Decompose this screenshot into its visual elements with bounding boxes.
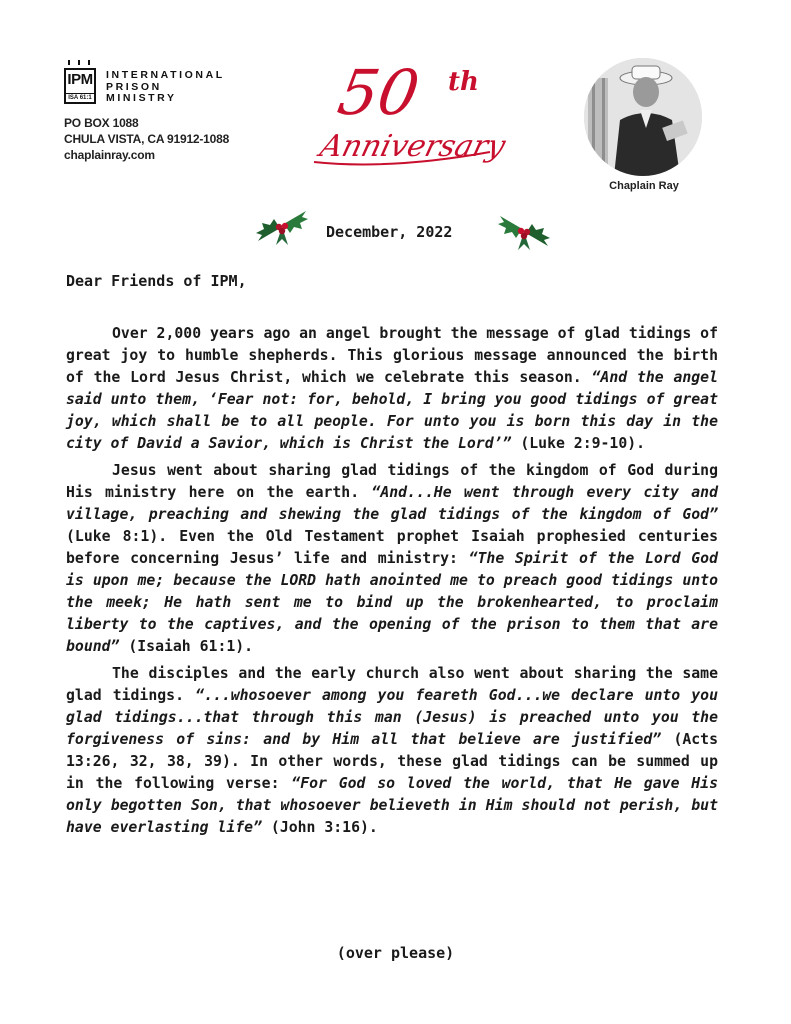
ipm-logo [64, 60, 264, 108]
chaplain-photo [584, 58, 702, 176]
anniversary-number: 50 [332, 56, 425, 129]
holly-icon [254, 205, 310, 247]
scripture-quote: “The Spirit of the Lord God is upon me; because the LORD hath anointed me to preach good tidings unto the meek; He hath sent me to bind up the brokenhearted, to proclaim liberty to the captives, and the opening of the prison to them that are bound” [66, 550, 718, 655]
anniversary-wordmark [300, 54, 510, 174]
logo-mark-text: IPM [67, 71, 93, 88]
letter-paragraph [66, 663, 718, 839]
logo-name-line: INTERNATIONAL [106, 69, 225, 81]
paragraph-text: (Luke 8:1). Even the Old Testament prophet Isaiah prophesied centuries before concerning Jesus’ life and ministry: [66, 528, 718, 567]
over-please-note: (over please) [336, 944, 455, 962]
anniversary-suffix: th [448, 67, 479, 97]
letter-paragraph [66, 323, 718, 455]
portrait-illustration [584, 58, 702, 176]
anniversary-word: Anniversary [316, 129, 509, 164]
mailing-address [64, 115, 229, 163]
letter-body [66, 323, 718, 844]
logo-name [106, 70, 225, 105]
paragraph-text: The disciples and the early church also went about sharing the same glad tidings. [66, 665, 718, 704]
scripture-quote: “And...He went through every city and village, preaching and shewing the glad tidings of the kingdom of God” [66, 484, 718, 523]
scripture-quote: “For God so loved the world, that He gave His only begotten Son, that whosoever believeth in Him should not perish, but have everlasting life” [66, 775, 718, 836]
paragraph-text: Over 2,000 years ago an angel brought the message of glad tidings of great joy to humble shepherds. This glorious message announced the birth of the Lord Jesus Christ, which we celebrate this season. [66, 325, 718, 386]
address-line: CHULA VISTA, CA 91912-1088 [64, 132, 230, 146]
paragraph-text: Jesus went about sharing glad tidings of the kingdom of God during His ministry here on the earth. [66, 462, 718, 501]
paragraph-text: (Luke 2:9-10). [511, 435, 646, 452]
logo-mark-ref: ISA 61:1 [66, 93, 94, 101]
paragraph-text: (John 3:16). [262, 819, 378, 836]
scripture-quote: “And the angel said unto them, ‘Fear not: for, behold, I bring you good tidings of great joy, which shall be to all people. For unto you is born this day in the city of David a Savior, which is Christ the Lord’” [66, 369, 718, 452]
logo-name-line: PRISON [106, 80, 162, 93]
address-line: PO BOX 1088 [64, 116, 139, 130]
paragraph-text: (Acts 13:26, 32, 38, 39). In other words, these glad tidings can be summed up in the following verse: [66, 731, 718, 792]
logo-ticks [66, 60, 94, 66]
photo-caption: Chaplain Ray [609, 180, 679, 192]
logo-mark [64, 68, 96, 104]
holly-icon [496, 210, 552, 252]
letter-greeting: Dear Friends of IPM, [66, 272, 247, 290]
letter-paragraph [66, 460, 718, 658]
letter-date: December, 2022 [326, 223, 453, 241]
website-link[interactable]: chaplainray.com [64, 148, 155, 162]
paragraph-text: (Isaiah 61:1). [119, 638, 254, 655]
logo-name-line: MINISTRY [106, 92, 177, 104]
scripture-quote: “...whosoever among you feareth God...we declare unto you glad tidings...that through this man (Jesus) is preached unto you the forgiveness of sins: and by Him all that believe are justified” [66, 687, 719, 748]
